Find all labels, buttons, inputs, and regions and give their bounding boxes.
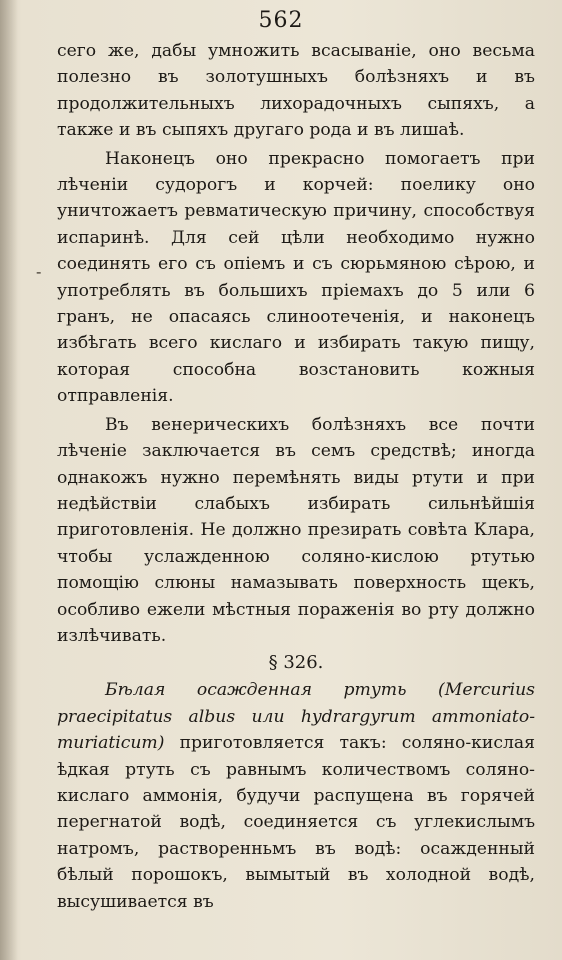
body-text <box>57 38 535 915</box>
paragraph-4-heading: Бѣлая осажденная ртуть (Mercurius praecipitatus albus или hydrargyrum ammoniato-muriaticum) <box>57 680 535 754</box>
paragraph-4 <box>57 677 535 915</box>
margin-mark: - <box>36 262 42 281</box>
binding-shadow <box>0 0 18 960</box>
paragraph-2: Наконецъ оно прекрасно помогаетъ при лѣченіи судорогъ и корчей: поелику оно уничтожаетъ ревматическую причину, способствуя испаринѣ. Для сей цѣли необходимо нужно соединять его съ опіемъ и съ сюрьмяною сѣрою, и употреблять въ большихъ пріемахъ до 5 или 6 гранъ, не опасаясь слиноотеченія, и наконецъ избѣгать всего кислаго и избирать такую пищу, которая способна возстановить кожныя отправленія. <box>57 148 535 407</box>
paragraph-1: сего же, дабы умножить всасываніе, оно весьма полезно въ золотушныхъ болѣзняхъ и въ продолжительныхъ лихорадочныхъ сыпяхъ, а также и въ сыпяхъ другаго рода и въ лишаѣ. <box>57 41 535 141</box>
page-number: 562 <box>258 8 304 33</box>
paragraph-3: Въ венерическихъ болѣзняхъ все почти лѣченіе заключается въ семъ средствѣ; иногда однакожъ нужно перемѣнять виды ртути и при недѣйствіи слабыхъ избирать сильнѣйшія приготовленія. Не должно презирать совѣта Клара, чтобы услажденною соляно-кислою ртутью помощію слюны намазывать поверхность щекъ, особливо ежели мѣстныя пораженія во рту должно излѣчивать. <box>57 414 535 646</box>
paragraph-4-body: приготовляется такъ: соляно-кислая ѣдкая ртуть съ равнымъ количествомъ соляно-кислаго аммонія, будучи распущена въ горячей перегнатой водѣ, соединяется съ углекислымъ натромъ, растворенньмъ въ водѣ: осажденный бѣлый порошокъ, вымытый въ холодной водѣ, высушивается въ <box>57 733 535 912</box>
section-number: § 326. <box>268 652 324 674</box>
